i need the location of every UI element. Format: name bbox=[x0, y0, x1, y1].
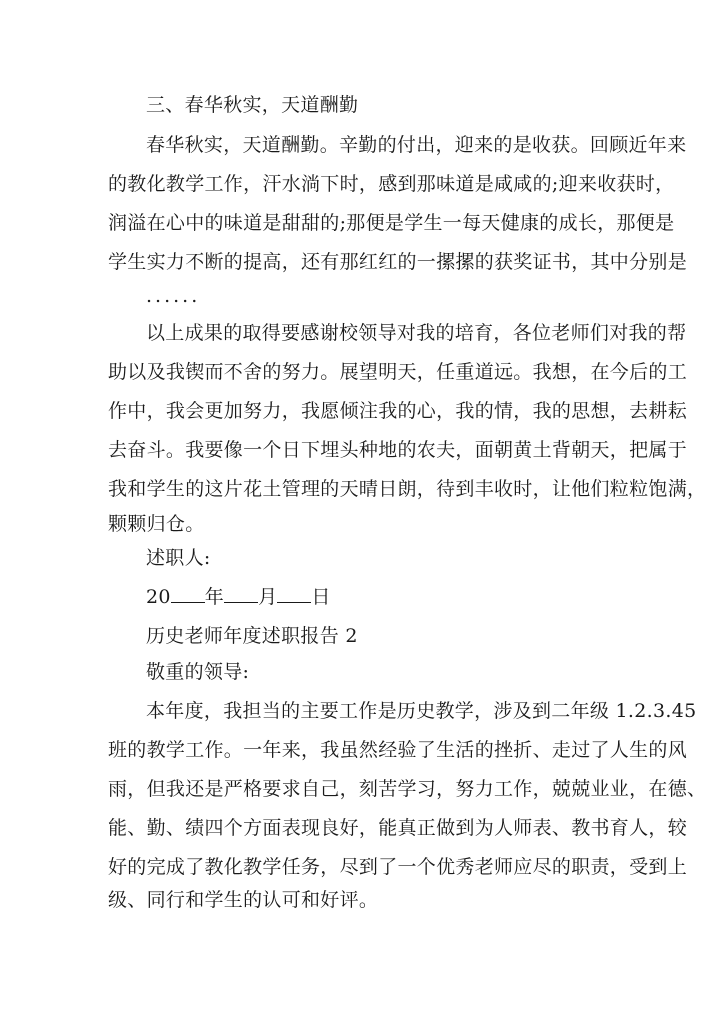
paragraph-line: 作中，我会更加努力，我愿倾注我的心，我的情，我的思想，去耕耘 bbox=[108, 400, 688, 422]
date-line bbox=[146, 585, 331, 609]
year-prefix: 20 bbox=[146, 586, 171, 608]
section-heading: 三、春华秋实，天道酬勤 bbox=[146, 94, 359, 116]
month-label: 月 bbox=[258, 586, 278, 608]
paragraph-line: 春华秋实，天道酬勤。辛勤的付出，迎来的是收获。回顾近年来 bbox=[146, 134, 687, 156]
paragraph-line: 润溢在心中的味道是甜甜的;那便是学生一每天健康的成长，那便是 bbox=[108, 212, 675, 234]
paragraph-line: 去奋斗。我要像一个日下埋头种地的农夫，面朝黄土背朝天，把属于 bbox=[108, 439, 688, 461]
paragraph-line: 以上成果的取得要感谢校领导对我的培育，各位老师们对我的帮 bbox=[146, 322, 687, 344]
signature-label: 述职人: bbox=[146, 547, 211, 569]
paragraph-line: 级、同行和学生的认可和好评。 bbox=[108, 889, 379, 911]
month-blank bbox=[224, 586, 258, 603]
paragraph-line: 的教化教学工作，汗水淌下时，感到那味道是咸咸的;迎来收获时， bbox=[108, 173, 675, 195]
paragraph-line: 雨，但我还是严格要求自己，刻苦学习，努力工作，兢兢业业，在德、 bbox=[108, 778, 707, 800]
day-blank bbox=[277, 586, 311, 603]
ellipsis: ...... bbox=[146, 285, 201, 307]
paragraph-line: 班的教学工作。一年来，我虽然经验了生活的挫折、走过了人生的风 bbox=[108, 739, 688, 761]
day-label: 日 bbox=[311, 586, 331, 608]
year-label: 年 bbox=[204, 586, 225, 608]
greeting: 敬重的领导: bbox=[146, 661, 250, 683]
paragraph-line: 本年度，我担当的主要工作是历史教学，涉及到二年级 1.2.3.45 bbox=[146, 700, 697, 722]
paragraph-line: 能、勤、绩四个方面表现良好，能真正做到为人师表、教书育人，较 bbox=[108, 817, 688, 839]
year-blank bbox=[171, 586, 205, 603]
paragraph-line: 助以及我锲而不舍的努力。展望明天，任重道远。我想，在今后的工 bbox=[108, 361, 688, 383]
paragraph-line: 好的完成了教化教学任务，尽到了一个优秀老师应尽的职责，受到上 bbox=[108, 856, 688, 878]
paragraph-line: 颗颗归仓。 bbox=[108, 513, 205, 535]
report-title: 历史老师年度述职报告 2 bbox=[146, 625, 358, 647]
paragraph-line: 学生实力不断的提高，还有那红红的一摞摞的获奖证书，其中分别是 bbox=[108, 251, 688, 273]
paragraph-line: 我和学生的这片花土管理的天晴日朗，待到丰收时，让他们粒粒饱满， bbox=[108, 478, 707, 500]
